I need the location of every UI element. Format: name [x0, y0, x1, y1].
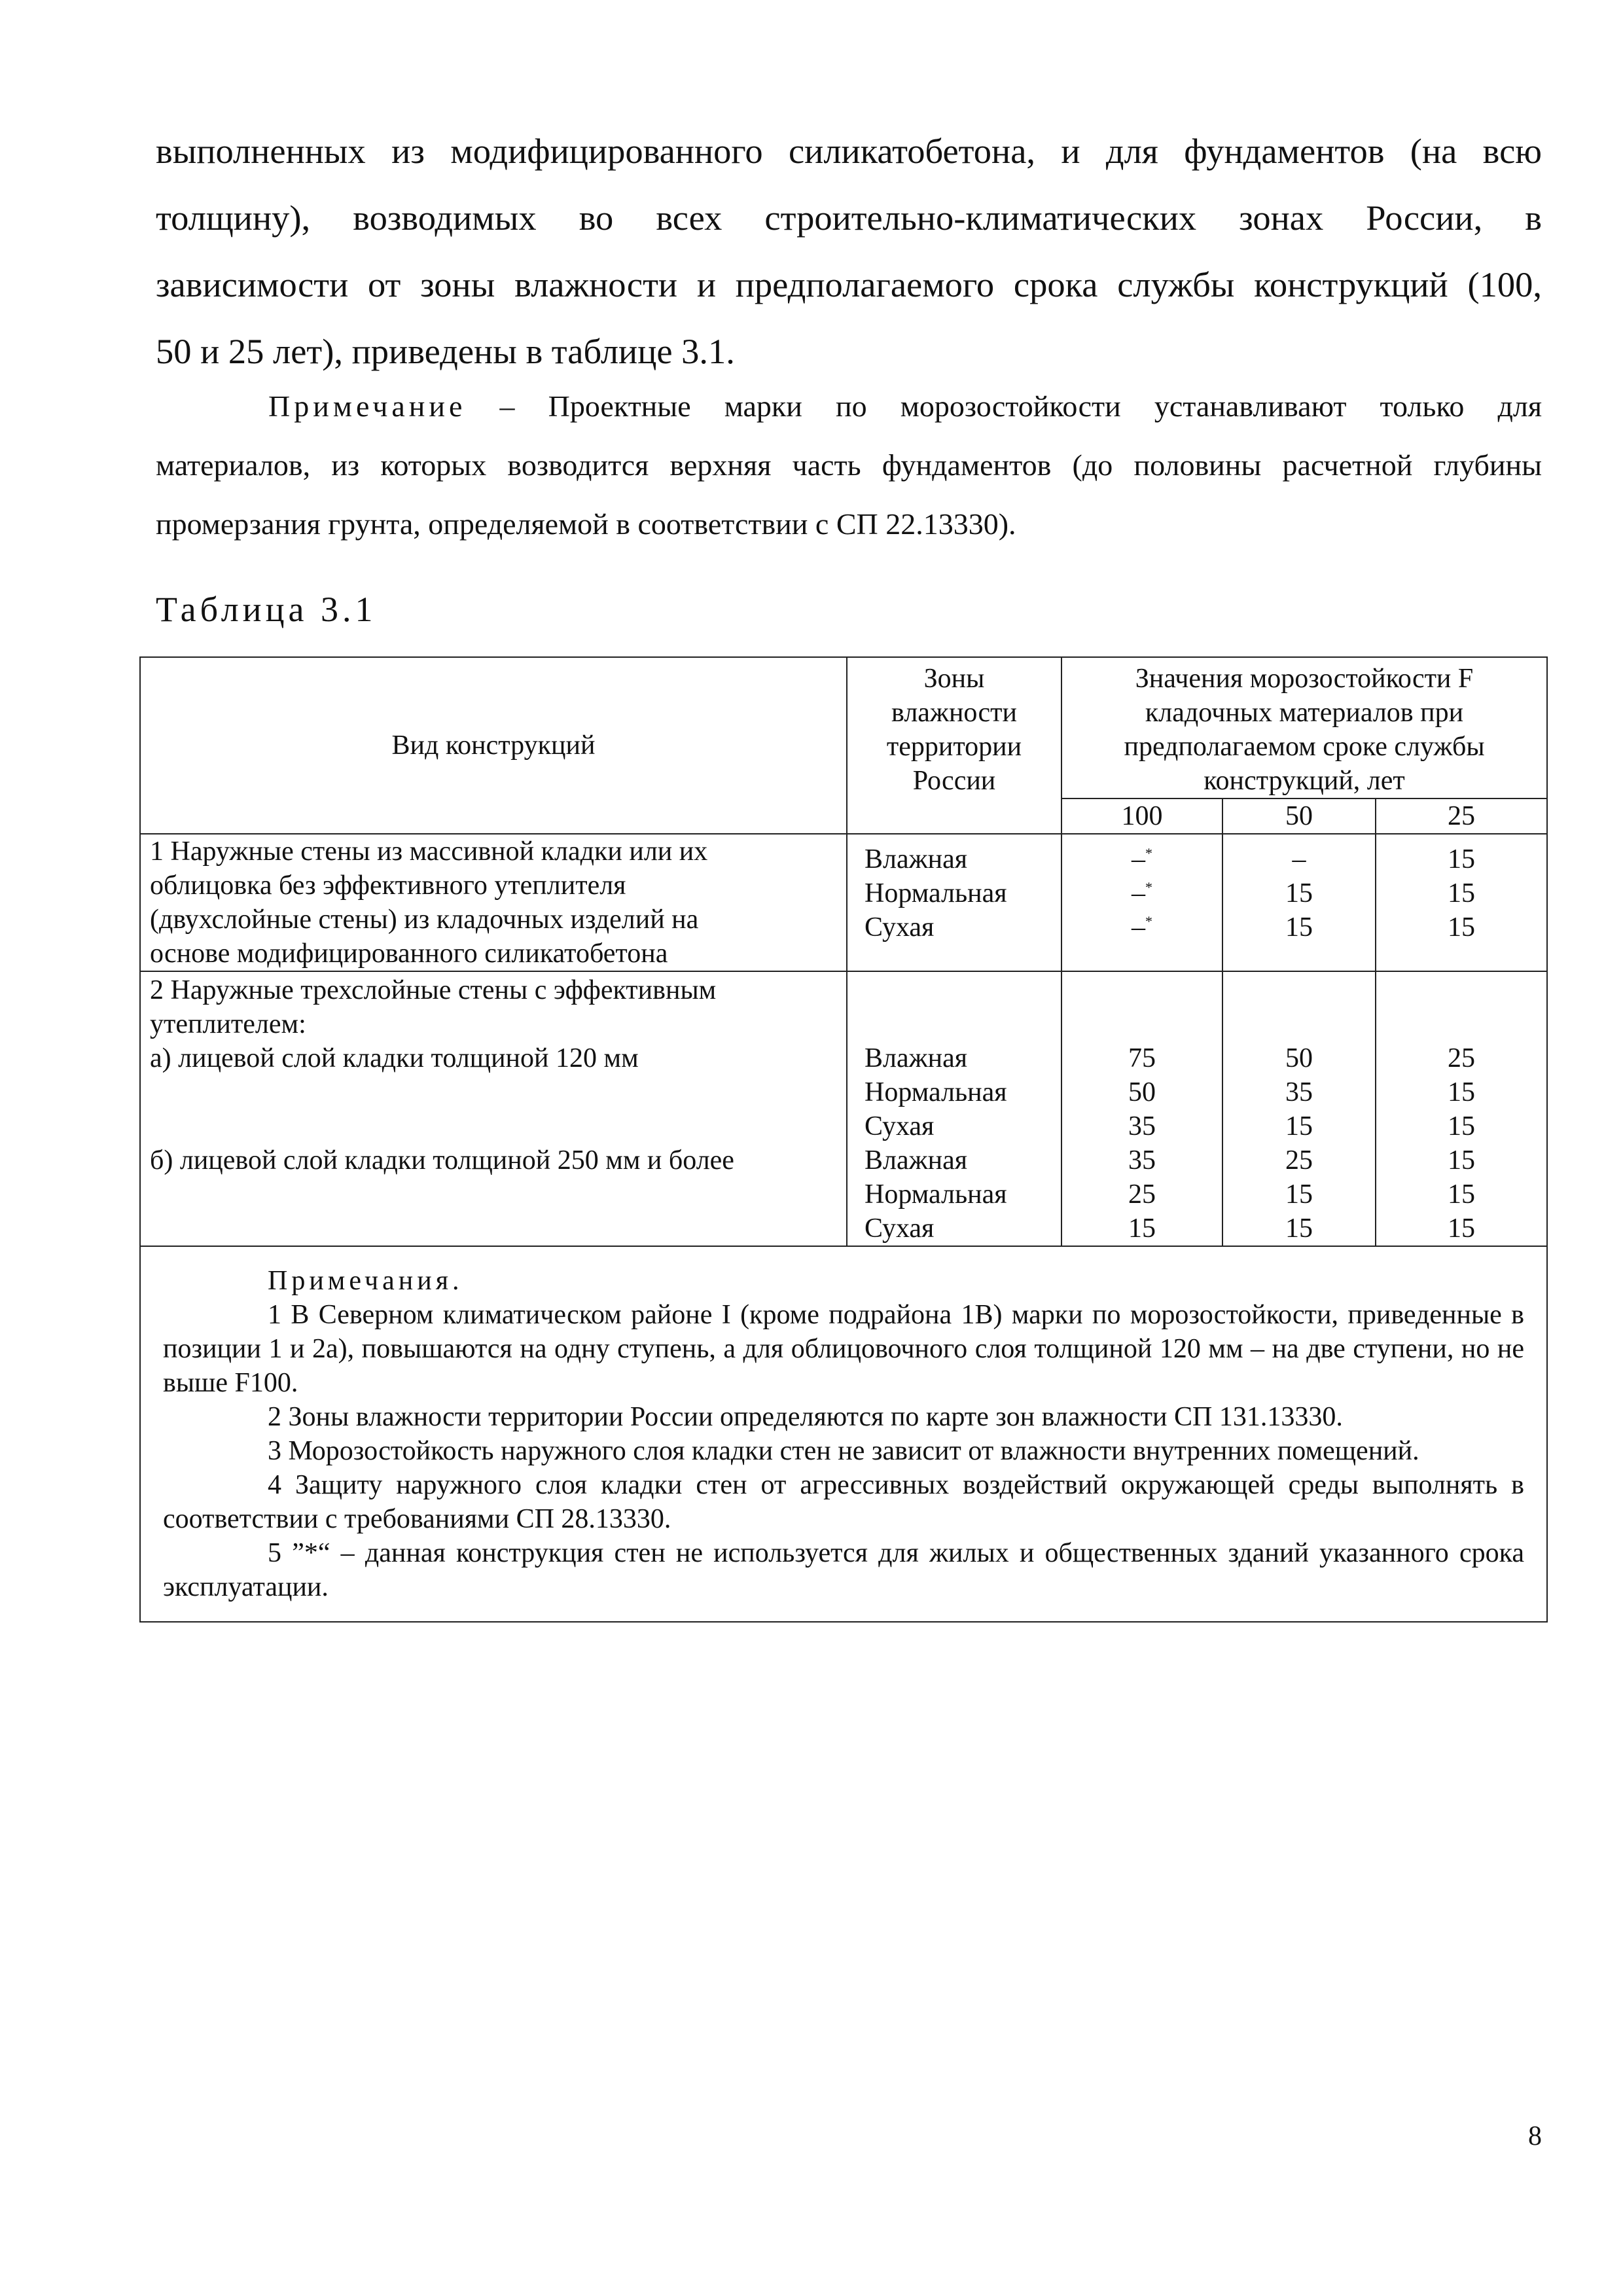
table-header-row: [140, 657, 1547, 798]
header-frost-values: Значения морозостойкости F кладочных материалов при предполагаемом сроке службы конструкций, лет: [1061, 657, 1547, 798]
row2-description: 2 Наружные трехслойные стены с эффективным утеплителем: а) лицевой слой кладки толщиной 120 мм б) лицевой слой кладки толщиной 250 мм и более: [140, 971, 847, 1246]
note-item: 4 Защиту наружного слоя кладки стен от агрессивных воздействий окружающей среды выполнять в соответствии с требованиями СП 28.13330.: [163, 1470, 1525, 1534]
table-row: [140, 834, 1547, 971]
header-construction-type: Вид конструкций: [140, 657, 847, 834]
row2-values-100: 75 50 35 35 25 15: [1061, 971, 1222, 1246]
row2-values-50: 50 35 15 25 15 15: [1222, 971, 1376, 1246]
table-row: [140, 971, 1547, 1246]
note-item: 3 Морозостойкость наружного слоя кладки стен не зависит от влажности внутренних помещений.: [268, 1436, 1419, 1466]
row1-values-100: –* –* –*: [1061, 834, 1222, 971]
note-line: промерзания грунта, определяемой в соответствии с СП 22.13330).: [156, 507, 1016, 541]
notes-title: Примечания.: [268, 1266, 463, 1296]
note-label: Примечание: [268, 389, 467, 423]
row1-description: 1 Наружные стены из массивной кладки или их облицовка без эффективного утеплителя (двухслойные стены) из кладочных изделий на основе модифицированного силикатобетона: [140, 834, 847, 971]
frost-resistance-table: [139, 656, 1548, 1623]
intro-line: толщину), возводимых во всех строительно-климатических зонах России, в: [156, 198, 1542, 238]
row1-values-50: – 15 15: [1222, 834, 1376, 971]
intro-line: 50 и 25 лет), приведены в таблице 3.1.: [156, 331, 735, 371]
note-line: [156, 377, 1542, 436]
intro-paragraph: [156, 118, 1542, 385]
header-year-100: 100: [1061, 798, 1222, 834]
row1-zones: Влажная Нормальная Сухая: [847, 834, 1061, 971]
row2-values-25: 25 15 15 15 15 15: [1376, 971, 1547, 1246]
note-item: 1 В Северном климатическом районе I (кроме подрайона 1В) марки по морозостойкости, приведенные в позиции 1 и 2а), повышаются на одну ступень, а для облицовочного слоя толщиной 120 мм – на две ступени, но не выше F100.: [163, 1300, 1525, 1398]
note-item: 5 ”*“ – данная конструкция стен не используется для жилых и общественных зданий указанного срока эксплуатации.: [163, 1538, 1525, 1602]
header-year-25: 25: [1376, 798, 1547, 834]
page-number: 8: [1528, 2121, 1542, 2151]
note-paragraph: [156, 377, 1542, 554]
table-notes: [140, 1246, 1547, 1622]
table-notes-row: [140, 1246, 1547, 1622]
table-caption: Таблица 3.1: [156, 590, 377, 629]
header-year-50: 50: [1222, 798, 1376, 834]
row2-zones: Влажная Нормальная Сухая Влажная Нормальная Сухая: [847, 971, 1061, 1246]
intro-line: зависимости от зоны влажности и предполагаемого срока службы конструкций (100,: [156, 264, 1542, 304]
header-humidity-zones: Зоны влажности территории России: [847, 657, 1061, 834]
note-item: 2 Зоны влажности территории России определяются по карте зон влажности СП 131.13330.: [268, 1402, 1343, 1432]
row1-values-25: 15 15 15: [1376, 834, 1547, 971]
note-line1-text: – Проектные марки по морозостойкости устанавливают только для: [466, 389, 1542, 423]
intro-line: выполненных из модифицированного силикатобетона, и для фундаментов (на всю: [156, 131, 1542, 171]
note-line: материалов, из которых возводится верхняя часть фундаментов (до половины расчетной глубины: [156, 448, 1542, 482]
